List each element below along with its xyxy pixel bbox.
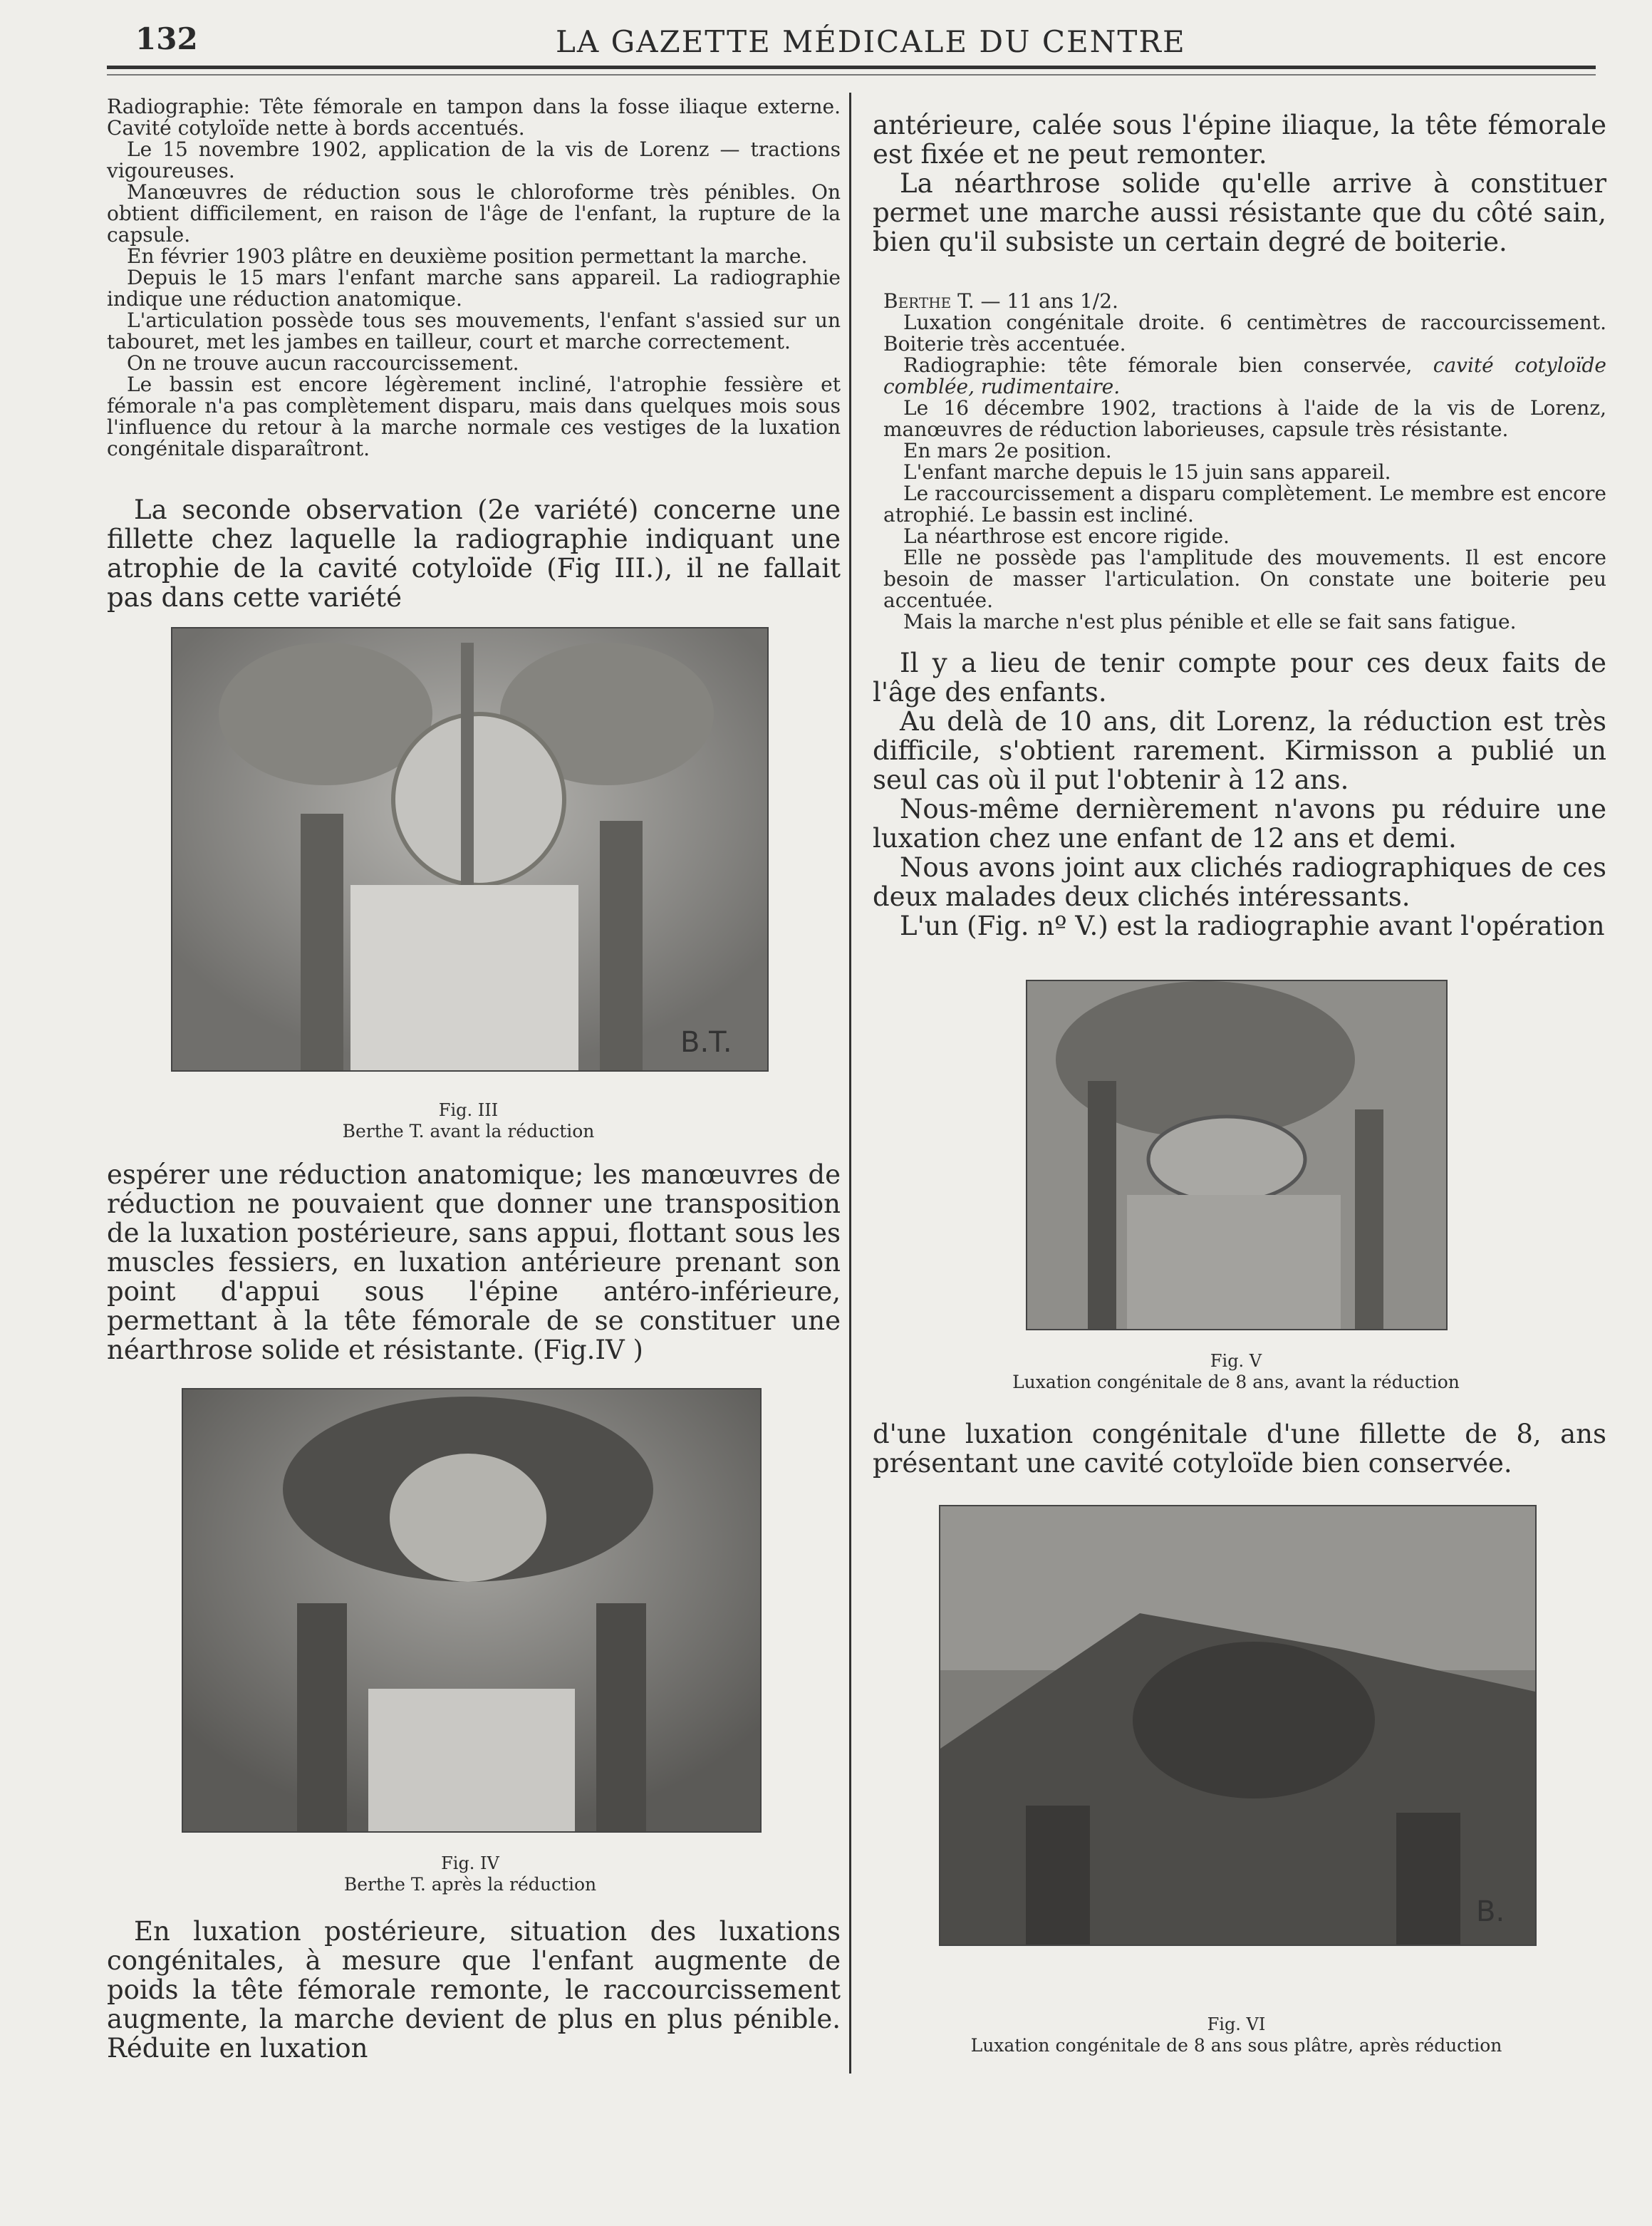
case1-line: Le 15 novembre 1902, application de la vis de Lorenz — tractions vigoureuses. [107, 138, 841, 182]
case1-line: Le bassin est encore légèrement incliné, l'atrophie fessière et fémorale n'a pas complètement disparu, mais dans quelques mois sous l'influence du retour à la marche normale ces vestiges de la luxation congénitale disparaîtront. [107, 373, 841, 460]
fig6-caption-block [939, 2014, 1534, 2056]
fig5-label: Fig. V [1210, 1351, 1262, 1371]
case2-line: Luxation congénitale droite. 6 centimètres de raccourcissement. Boiterie très accentuée. [883, 311, 1606, 356]
page-number: 132 [135, 21, 198, 56]
fig6-label: Fig. VI [1207, 2014, 1266, 2034]
esperer-paragraph: espérer une réduction anatomique; les manœuvres de réduction ne pouvaient que donner une transposition de la luxation postérieure, sans appui, flottant sous les muscles fessiers, en luxation antérieure prenant son point d'appui sous l'épine antéro-inférieure, permettant à la tête fémorale de se constituer une néarthrose solide et résistante. (Fig.IV ) [107, 1159, 841, 1365]
case2-radiography-prefix: Radiographie: tête fémorale bien conservée, [903, 353, 1433, 377]
case1-line: L'articulation possède tous ses mouvements, l'enfant s'assied sur un tabouret, met les jambes en tailleur, court et marche correctement. [107, 309, 841, 353]
fillette-paragraph-block [873, 1419, 1606, 1478]
case1-line: On ne trouve aucun raccourcissement. [127, 351, 519, 375]
case2-line: Le 16 décembre 1902, tractions à l'aide de la vis de Lorenz, manœuvres de réduction laborieuses, capsule très résistante. [883, 396, 1606, 441]
fig6-radiograph [939, 1505, 1537, 1946]
case2-name: Berthe T. [883, 289, 975, 313]
fig4-radiograph [182, 1388, 762, 1833]
case2-line: Mais la marche n'est plus pénible et elle se fait sans fatigue. [903, 610, 1517, 633]
fillette-paragraph: d'une luxation congénitale d'une fillette de 8, ans présentant une cavité cotyloïde bien conservée. [873, 1419, 1606, 1479]
anterieure-paragraph: antérieure, calée sous l'épine iliaque, la tête fémorale est fixée et ne peut remonter. [873, 110, 1606, 170]
case2-radiography-italic: cavité cotyloïde comblée, rudimentaire. [883, 353, 1606, 398]
case2-line: La néarthrose est encore rigide. [903, 524, 1230, 548]
case2-line: L'enfant marche depuis le 15 juin sans appareil. [903, 460, 1391, 484]
fig6-initials: B. [1476, 1895, 1505, 1928]
column-divider [849, 93, 851, 2074]
case1-line: Depuis le 15 mars l'enfant marche sans appareil. La radiographie indique une réduction anatomique. [107, 266, 841, 311]
fig5-caption-block [955, 1350, 1517, 1393]
fig3-caption: Berthe T. avant la réduction [342, 1121, 595, 1142]
posterieure-paragraph-block [107, 1917, 841, 2063]
case2-line: Le raccourcissement a disparu complètement. Le membre est encore atrophié. Le bassin est incliné. [883, 482, 1606, 527]
age-paragraph: L'un (Fig. nº V.) est la radiographie avant l'opération [900, 911, 1605, 941]
fig3-initials: B.T. [680, 1026, 732, 1059]
case1-line: Manœuvres de réduction sous le chloroforme très pénibles. On obtient difficilement, en raison de l'âge de l'enfant, la rupture de la capsule. [107, 180, 841, 247]
age-paragraph: Nous-même dernièrement n'avons pu réduire une luxation chez une enfant de 12 ans et demi. [873, 794, 1606, 854]
observation-paragraph-block [107, 495, 841, 612]
case1-line: En février 1903 plâtre en deuxième position permettant la marche. [127, 244, 808, 268]
age-paragraph: Il y a lieu de tenir compte pour ces deux faits de l'âge des enfants. [873, 648, 1606, 708]
case2-notes [883, 291, 1606, 633]
journal-title: LA GAZETTE MÉDICALE DU CENTRE [556, 24, 1186, 59]
age-paragraph: Au delà de 10 ans, dit Lorenz, la réduction est très difficile, s'obtient rarement. Kirmisson a publié un seul cas où il put l'obtenir à 12 ans. [873, 706, 1606, 795]
esperer-paragraph-block [107, 1160, 841, 1365]
case2-line: Elle ne possède pas l'amplitude des mouvements. Il est encore besoin de masser l'articulation. On constate une boiterie peu accentuée. [883, 546, 1606, 612]
case2-line: En mars 2e position. [903, 439, 1112, 462]
fig5-radiograph [1026, 980, 1448, 1330]
header-rule [107, 66, 1596, 69]
fig3-caption-block [171, 1099, 766, 1142]
right-top-paragraphs [873, 110, 1606, 257]
nearthrose-paragraph: La néarthrose solide qu'elle arrive à constituer permet une marche aussi résistante que du côté sain, bien qu'il subsiste un certain degré de boiterie. [873, 168, 1606, 257]
case1-notes [107, 96, 841, 460]
fig3-label: Fig. III [438, 1100, 499, 1120]
age-paragraphs [873, 648, 1606, 941]
posterieure-paragraph: En luxation postérieure, situation des luxations congénitales, à mesure que l'enfant augmente de poids la tête fémorale remonte, le raccourcissement augmente, la marche devient de plus en plus pénible. Réduite en luxation [107, 1916, 841, 2064]
fig5-caption: Luxation congénitale de 8 ans, avant la réduction [1012, 1372, 1460, 1392]
age-paragraph: Nous avons joint aux clichés radiographiques de ces deux malades deux clichés intéressants. [873, 852, 1606, 912]
fig4-caption-block [182, 1853, 759, 1895]
case1-line: Radiographie: Tête fémorale en tampon dans la fosse iliaque externe. Cavité cotyloïde nette à bords accentués. [107, 95, 841, 140]
header-rule-thin [107, 74, 1596, 76]
observation-paragraph: La seconde observation (2e variété) concerne une fillette chez laquelle la radiographie indiquant une atrophie de la cavité cotyloïde (Fig III.), il ne fallait pas dans cette variété [107, 495, 841, 613]
fig6-caption: Luxation congénitale de 8 ans sous plâtre, après réduction [970, 2035, 1502, 2056]
fig3-radiograph [171, 627, 769, 1072]
case2-age: — 11 ans 1/2. [974, 289, 1118, 313]
fig4-caption: Berthe T. après la réduction [343, 1874, 597, 1895]
fig4-label: Fig. IV [441, 1853, 499, 1873]
page-header [107, 16, 1589, 73]
